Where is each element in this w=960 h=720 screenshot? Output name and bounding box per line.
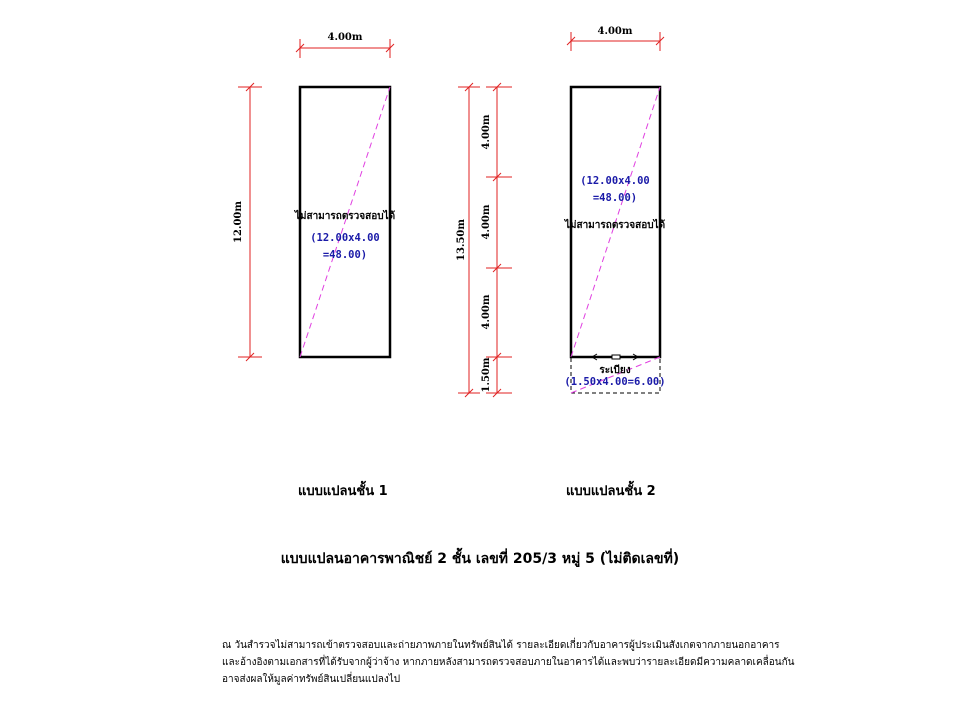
- floor-2-area-line1: (12.00x4.00: [580, 175, 650, 187]
- floor-2-note: ไม่สามารถตรวจสอบได้: [564, 220, 666, 231]
- remark-line-1: ณ วันสำรวจไม่สามารถเข้าตรวจสอบและถ่ายภาพภายในทรัพย์สินได้ รายละเอียดเกี่ยวกับอาคารผู้ประเมินสังเกตจากภายนอกอาคาร: [222, 640, 780, 651]
- floor-1-area-line2: =48.00): [322, 249, 368, 261]
- floor-1-plan: [233, 32, 395, 361]
- floor-1-depth-label: 12.00m: [233, 201, 244, 243]
- floor-2-total-depth-label: 13.50m: [456, 219, 467, 261]
- floor-1-diagonal: [300, 87, 390, 357]
- floor-2-segment-label-1: 4.00m: [481, 114, 492, 150]
- floor-1-width-label: 4.00m: [327, 32, 363, 43]
- floor-1-caption: แบบแปลนชั้น 1: [298, 484, 388, 499]
- remark-line-3: อาจส่งผลให้มูลค่าทรัพย์สินเปลี่ยนแปลงไป: [222, 674, 401, 685]
- floor-1-note: ไม่สามารถตรวจสอบได้: [294, 211, 396, 222]
- floor-2-segment-label-2: 4.00m: [481, 204, 492, 240]
- balcony-label: ระเบียง: [599, 365, 631, 376]
- floor-2-area-line2: =48.00): [592, 192, 638, 204]
- floor-2-width-label: 4.00m: [597, 26, 633, 37]
- floor-1-area-line1: (12.00x4.00: [310, 232, 380, 244]
- balcony-door: [592, 354, 638, 360]
- page-title: แบบแปลนอาคารพาณิชย์ 2 ชั้น เลขที่ 205/3 หมู่ 5 (ไม่ติดเลขที่): [280, 551, 680, 567]
- balcony-area: (1.50x4.00=6.00): [564, 376, 666, 388]
- floor-2-segment-label-3: 4.00m: [481, 294, 492, 330]
- floor-2-caption: แบบแปลนชั้น 2: [566, 484, 656, 499]
- remark-note: [222, 637, 795, 688]
- floor-2-segment-label-4: 1.50m: [481, 357, 492, 393]
- remark-line-2: และอ้างอิงตามเอกสารที่ได้รับจากผู้ว่าจ้าง หากภายหลังสามารถตรวจสอบภายในอาคารได้และพบว่ารายละเอียดมีความคลาดเคลื่อนกัน: [222, 657, 795, 668]
- floor-2-plan: [456, 26, 666, 397]
